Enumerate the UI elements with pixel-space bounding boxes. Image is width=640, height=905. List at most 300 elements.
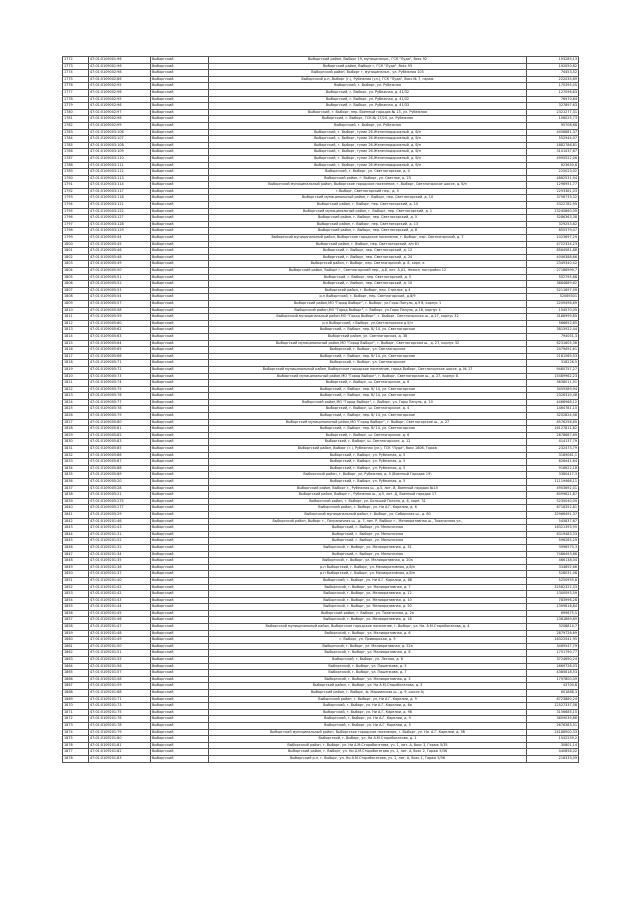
district-cell: Выборгский <box>151 742 209 749</box>
cadastral-number-cell: 47:01:0109005:277 <box>89 505 151 512</box>
table-row <box>63 624 579 631</box>
table-row <box>63 571 579 578</box>
cadastral-number-cell: 47:01:0109005:83 <box>89 439 151 446</box>
row-number-cell: 1791 <box>63 182 89 189</box>
value-cell: 106025,73 <box>527 116 579 123</box>
address-cell: Выборгский, г. Выборг, пер. Светлогорский, д. 12 <box>209 248 527 255</box>
table-row <box>63 657 579 664</box>
district-cell: Выборгский <box>151 281 209 288</box>
cadastral-number-cell: 47:01:0109201:36 <box>89 564 151 571</box>
cadastral-number-cell: 47:01:0109201:43 <box>89 597 151 604</box>
cadastral-number-cell: 47:01:0109201:48 <box>89 630 151 637</box>
value-cell: 1296951,77 <box>527 182 579 189</box>
district-cell: Выборгский <box>151 307 209 314</box>
cadastral-number-cell: 47:01:0109201:31 <box>89 531 151 538</box>
value-cell: 222035,89 <box>527 76 579 83</box>
row-number-cell: 1872 <box>63 716 89 723</box>
address-cell: р-н Выборгский, г.Выборг, ул.Светлогорская д.5/н <box>209 320 527 327</box>
address-cell: Выборгский район, Выборг (г.), Рубежная (ул.), ГСК "Луда", бокс 1806, Гараж <box>209 446 527 453</box>
address-cell: Выборгский, г. Выборг, ул. Мелиоративная, д. 6 <box>209 630 527 637</box>
table-row <box>63 544 579 551</box>
address-cell: Выборгский, г. Выборг, ул. Пашенкова, д. 7 <box>209 670 527 677</box>
address-cell: Выборгский район, г. Выборг, ф. Мариинская ш., д. 9, шоссе А/ <box>209 690 527 697</box>
district-cell: Выборгский <box>151 327 209 334</box>
row-number-cell: 1850 <box>63 571 89 578</box>
table-row <box>63 70 579 77</box>
table-row <box>63 426 579 433</box>
row-number-cell: 1834 <box>63 465 89 472</box>
district-cell: Выборгский <box>151 254 209 261</box>
cadastral-number-cell: 47:01:0109005:75 <box>89 386 151 393</box>
cadastral-number-cell: 47:01:0109005:62 <box>89 327 151 334</box>
table-row <box>63 610 579 617</box>
table-row <box>63 162 579 169</box>
row-number-cell: 1822 <box>63 386 89 393</box>
value-cell: 6716352,81 <box>527 505 579 512</box>
cadastral-number-cell: 47:01:0109201:47 <box>89 624 151 631</box>
value-cell: 414137,79 <box>527 439 579 446</box>
address-cell: Выборгский, г. Выборг, пер. б/ 14, ул. Светлогорское <box>209 426 527 433</box>
row-number-cell: 1826 <box>63 413 89 420</box>
row-number-cell: 1778 <box>63 96 89 103</box>
address-cell: Выборгский, г. Выборг, ш. Светлогорское, д. 6 <box>209 432 527 439</box>
row-number-cell: 1821 <box>63 380 89 387</box>
value-cell: 6231605,36 <box>527 340 579 347</box>
value-cell: 2669726,03 <box>527 663 579 670</box>
row-number-cell: 1830 <box>63 439 89 446</box>
value-cell: 3208814,7 <box>527 624 579 631</box>
cadastral-number-cell: 47:01:0109201:49 <box>89 637 151 644</box>
cadastral-number-cell: 47:01:0109201:76 <box>89 716 151 723</box>
cadastral-number-cell: 47:01:0109005:28 <box>89 485 151 492</box>
table-row <box>63 202 579 209</box>
district-cell: Выборгский <box>151 129 209 136</box>
address-cell: Выборгский, г. Выборг, ул. Мелиоративная, д. 10 <box>209 597 527 604</box>
address-cell: Выборгский, г. Выборг, ул. Ни А.Г. Карелии, д. 9 <box>209 716 527 723</box>
address-cell: Выборгский муниципальный район,МО "Город Выборг", г. Выборг, Светлогорская ш., д. 27, корпус 32 <box>209 340 527 347</box>
cadastral-number-cell: 47:01:0109005:275 <box>89 498 151 505</box>
cadastral-number-cell: 47:01:0109005:53 <box>89 287 151 294</box>
address-cell: Выборгский, г. Выборг, ГСК № 17/20, ул. Рубежная <box>209 116 527 123</box>
table-row <box>63 366 579 373</box>
district-cell: Выборгский <box>151 136 209 143</box>
cadastral-number-cell: 47:01:0109003:112 <box>89 169 151 176</box>
table-row <box>63 584 579 591</box>
row-number-cell: 1787 <box>63 155 89 162</box>
address-cell: Выборгский, г. Выборг, пер. Светлогорский, д. 5 <box>209 274 527 281</box>
value-cell: 1797800,09 <box>527 676 579 683</box>
table-row <box>63 57 579 64</box>
cadastral-number-cell: 47:01:0109003:127 <box>89 215 151 222</box>
address-cell: Выборгский район, Выборг г, муниципальн., ул. Рубежная 103 <box>209 70 527 77</box>
address-cell: Выборгский, г. Выборг, тупик 26-Железнодорожный, д. б/н <box>209 155 527 162</box>
value-cell: 4862531,94 <box>527 175 579 182</box>
cadastral-number-cell: 47:01:0109005:78 <box>89 406 151 413</box>
table-row <box>63 551 579 558</box>
district-cell: Выборгский <box>151 353 209 360</box>
address-cell: Выборгский район, г. Выборг, ул. Ни А.Г. Карелии, д. 6 <box>209 505 527 512</box>
address-cell: Выборгский, г. Выборг, ул. Рубежная, д. 5 <box>209 465 527 472</box>
district-cell: Выборгский <box>151 624 209 631</box>
district-cell: Выборгский <box>151 604 209 611</box>
table-row <box>63 439 579 446</box>
district-cell: Выборгский <box>151 755 209 762</box>
cadastral-number-cell: 47:01:0109005:89 <box>89 472 151 479</box>
table-row <box>63 690 579 697</box>
table-row <box>63 300 579 307</box>
district-cell: Выборгский <box>151 663 209 670</box>
row-number-cell: 1776 <box>63 83 89 90</box>
district-cell: Выборгский <box>151 722 209 729</box>
table-row <box>63 221 579 228</box>
address-cell: Выборгский муниципальный район,МО "Город Выборг", г. Выборг, Светлогорское ш., д. 27 <box>209 419 527 426</box>
value-cell: 3188999,85 <box>527 314 579 321</box>
district-cell: Выборгский <box>151 643 209 650</box>
district-cell: Выборгский <box>151 399 209 406</box>
row-number-cell: 1790 <box>63 175 89 182</box>
cadastral-number-cell: 47:01:0109003:113 <box>89 175 151 182</box>
value-cell: 3189061,1 <box>527 452 579 459</box>
district-cell: Выборгский <box>151 96 209 103</box>
district-cell: Выборгский <box>151 709 209 716</box>
value-cell: 5322782,95 <box>527 202 579 209</box>
district-cell: Выборгский <box>151 413 209 420</box>
row-number-cell: 1814 <box>63 333 89 340</box>
district-cell: Выборгский <box>151 485 209 492</box>
address-cell: Выборгский район, г. Выборг, пер. Светлогорский, д. 10 <box>209 202 527 209</box>
district-cell: Выборгский <box>151 182 209 189</box>
row-number-cell: 1867 <box>63 683 89 690</box>
address-cell: Выборгский район, Выборг г, ГСК "Луда", бокс 93 <box>209 63 527 70</box>
address-cell: Выборгский, г. Выборг, пер. б/ 14, ул. Светлогорское <box>209 327 527 334</box>
row-number-cell: 1866 <box>63 676 89 683</box>
district-cell: Выборгский <box>151 426 209 433</box>
district-cell: Выборгский <box>151 406 209 413</box>
cadastral-number-cell: 47:01:0109201:46 <box>89 518 151 525</box>
row-number-cell: 1837 <box>63 485 89 492</box>
address-cell: Выборгский, г. Выборг, тупик 26-Железнодорожный, д. б/н <box>209 162 527 169</box>
value-cell: 3469547,79 <box>527 643 579 650</box>
address-cell: Выборгский, г. Выборг, ул. Мельничная <box>209 531 527 538</box>
address-cell: Выборгский район,МО "Город Выборг", г. Выборг, ул. Горы Папуль, д. 10 <box>209 399 527 406</box>
cadastral-number-cell: 47:01:0109201:80 <box>89 736 151 743</box>
district-cell: Выборгский <box>151 650 209 657</box>
value-cell: 192050,62 <box>527 63 579 70</box>
address-cell: Выборгский, г. Выборг, ул. Рубежная, д. 41/33 <box>209 103 527 110</box>
cadastral-number-cell: 47:01:0109201:35 <box>89 558 151 565</box>
table-row <box>63 703 579 710</box>
cadastral-number-cell: 47:01:0109005:63 <box>89 333 151 340</box>
cadastral-number-cell: 47:01:0109005:81 <box>89 426 151 433</box>
value-cell: 3101037,67 <box>527 149 579 156</box>
cadastral-number-cell: 47:01:0109201:75 <box>89 709 151 716</box>
address-cell: Выборгский, г. Выборг, пер. б/ 14, ул. Светлогорское <box>209 386 527 393</box>
table-row <box>63 89 579 96</box>
value-cell: 1399816,84 <box>527 604 579 611</box>
district-cell: Выборгский <box>151 498 209 505</box>
cadastral-number-cell: 47:01:0109005:88 <box>89 465 151 472</box>
address-cell: Выборгский, г. Выборг, ул. Рубежная <box>209 83 527 90</box>
row-number-cell: 1809 <box>63 300 89 307</box>
cadastral-number-cell: 47:01:0109003:122 <box>89 208 151 215</box>
table-row <box>63 268 579 275</box>
row-number-cell: 1874 <box>63 729 89 736</box>
cadastral-number-cell: 47:01:0109201:43 <box>89 525 151 532</box>
cadastral-number-cell: 47:01:0109003:109 <box>89 149 151 156</box>
district-cell: Выборгский <box>151 261 209 268</box>
address-cell: Выборгский, г. Выборг, ул. Мелиоративная, д. 7 <box>209 584 527 591</box>
district-cell: Выборгский <box>151 241 209 248</box>
value-cell: 1023697,29 <box>527 235 579 242</box>
row-number-cell: 1797 <box>63 221 89 228</box>
district-cell: Выборгский <box>151 393 209 400</box>
cadastral-number-cell: 47:01:0109003:128 <box>89 221 151 228</box>
row-number-cell: 1803 <box>63 261 89 268</box>
value-cell: 601888,3 <box>527 690 579 697</box>
table-row <box>63 637 579 644</box>
address-cell: Выборгский район, г. Выборг, ул. Ни А.Г. Карелии, д. 9 <box>209 696 527 703</box>
value-cell: 528031,08 <box>527 571 579 578</box>
cadastral-number-cell: 47:01:0109005:72 <box>89 366 151 373</box>
address-cell: Выборгский, г. Выборг, ул. Ни А.Г. Карелии, д. 6а <box>209 703 527 710</box>
table-row <box>63 248 579 255</box>
cadastral-number-cell: 47:01:0109002:96 <box>89 103 151 110</box>
cadastral-number-cell: 47:01:0109201:56 <box>89 663 151 670</box>
address-cell: Выборгский, г. Выборг, ул. Мелиоративная, д. 20 <box>209 604 527 611</box>
table-row <box>63 235 579 242</box>
district-cell: Выборгский <box>151 716 209 723</box>
address-cell: Выборгский, г. Выборг, ул. Мелиоративная, д. 31 <box>209 544 527 551</box>
district-cell: Выборгский <box>151 274 209 281</box>
cadastral-number-cell: 47:01:0109201:46 <box>89 617 151 624</box>
row-number-cell: 1811 <box>63 314 89 321</box>
value-cell: 4456881,37 <box>527 129 579 136</box>
row-number-cell: 1853 <box>63 591 89 598</box>
district-cell: Выборгский <box>151 518 209 525</box>
table-row <box>63 722 579 729</box>
value-cell: 218333,09 <box>527 755 579 762</box>
district-cell: Выборгский <box>151 551 209 558</box>
district-cell: Выборгский <box>151 228 209 235</box>
value-cell: 3756733,32 <box>527 195 579 202</box>
cadastral-number-cell: 47:01:0109005:29 <box>89 511 151 518</box>
address-cell: Выборгский район, Выборг г., Рубежная ш., д.5, лит. И, Военный городок №15 <box>209 485 527 492</box>
cadastral-number-cell: 47:01:0109002:99 <box>89 122 151 129</box>
row-number-cell: 1836 <box>63 479 89 486</box>
value-cell: 566652,65 <box>527 320 579 327</box>
row-number-cell: 1877 <box>63 749 89 756</box>
row-number-cell: 1838 <box>63 492 89 499</box>
cadastral-number-cell: 47:01:0109001:96 <box>89 63 151 70</box>
table-row <box>63 498 579 505</box>
table-row <box>63 406 579 413</box>
district-cell: Выборгский <box>151 610 209 617</box>
address-cell: Выборгский, г. Выборг, пер. б/ 14, ул. Светлогорское <box>209 393 527 400</box>
district-cell: Выборгский <box>151 268 209 275</box>
table-row <box>63 208 579 215</box>
value-cell: 1701790,77 <box>527 650 579 657</box>
row-number-cell: 1869 <box>63 696 89 703</box>
district-cell: Выборгский <box>151 287 209 294</box>
cadastral-number-cell: 47:01:0109005:65 <box>89 347 151 354</box>
row-number-cell: 1842 <box>63 518 89 525</box>
address-cell: р-н Выборгский, г. Выборг, ул. Мелиоративная, д.б/н <box>209 571 527 578</box>
table-row <box>63 729 579 736</box>
value-cell: 596285,29 <box>527 538 579 545</box>
district-cell: Выборгский <box>151 373 209 380</box>
value-cell: 9485757,27 <box>527 366 579 373</box>
cadastral-number-cell: 47:01:0109005:60 <box>89 320 151 327</box>
table-row <box>63 604 579 611</box>
table-row <box>63 399 579 406</box>
address-cell: Выборгский район,МО "Город Выборг", г. Выборг, ул.Горы Папуль, д.9 б, корпус 1 <box>209 300 527 307</box>
address-cell: Выборгский муниципальный район, г. Выборг, пер. Светлогорский, д. 1 <box>209 208 527 215</box>
table-row <box>63 492 579 499</box>
table-row <box>63 294 579 301</box>
value-cell: 2326319,48 <box>527 393 579 400</box>
address-cell: Выборгский, г. Выборг, ул. Мелиоративная, д. 20а <box>209 558 527 565</box>
district-cell: Выборгский <box>151 525 209 532</box>
cadastral-number-cell: 47:01:0109002:98 <box>89 70 151 77</box>
value-cell: 27186999,7 <box>527 268 579 275</box>
registry-table-body <box>63 57 579 763</box>
value-cell: 794051,3 <box>527 333 579 340</box>
row-number-cell: 1827 <box>63 419 89 426</box>
district-cell: Выборгский <box>151 221 209 228</box>
address-cell: Выборгский, г. Выборг, пер. Военный городок № 15, ул. Рубежная <box>209 109 527 116</box>
row-number-cell: 1810 <box>63 307 89 314</box>
table-row <box>63 591 579 598</box>
table-row <box>63 340 579 347</box>
value-cell: 855379,07 <box>527 228 579 235</box>
table-row <box>63 373 579 380</box>
cadastral-number-cell: 47:01:0109005:66 <box>89 353 151 360</box>
table-row <box>63 320 579 327</box>
cadastral-number-cell: 47:01:0109003:107 <box>89 136 151 143</box>
value-cell: 95708,68 <box>527 122 579 129</box>
cadastral-number-cell: 47:01:0109005:79 <box>89 413 151 420</box>
value-cell: 11119466,11 <box>527 479 579 486</box>
cadastral-number-cell: 47:01:0109005:21 <box>89 492 151 499</box>
cadastral-number-cell: 47:01:0109005:44 <box>89 235 151 242</box>
value-cell: 3724690,24 <box>527 657 579 664</box>
table-row <box>63 109 579 116</box>
row-number-cell: 1816 <box>63 347 89 354</box>
value-cell: 5235040,09 <box>527 498 579 505</box>
value-cell: 327897,63 <box>527 103 579 110</box>
value-cell: 8576256,65 <box>527 419 579 426</box>
value-cell: 12527337,08 <box>527 703 579 710</box>
cadastral-number-cell: 47:01:0109201:37 <box>89 571 151 578</box>
district-cell: Выборгский <box>151 538 209 545</box>
table-row <box>63 597 579 604</box>
address-cell: Выборгский район, Выборг г., Рубежная ш., д.5, лит. Д, Военный городок 17 <box>209 492 527 499</box>
cadastral-number-cell: 47:01:0109003:108 <box>89 142 151 149</box>
district-cell: Выборгский <box>151 630 209 637</box>
district-cell: Выборгский <box>151 83 209 90</box>
address-cell: Выборгский район, г. Выборг, пер. Стрелок, д.4 <box>209 287 527 294</box>
row-number-cell: 1774 <box>63 70 89 77</box>
address-cell: Выборгский, г. Выборг, ш. Светлогорское, д. 12 <box>209 439 527 446</box>
table-row <box>63 472 579 479</box>
value-cell: 4385818,53 <box>527 670 579 677</box>
table-row <box>63 696 579 703</box>
district-cell: Выборгский <box>151 459 209 466</box>
address-cell: Выборгский, г. Выборг, ул. Мелиоративная, д. 12 <box>209 591 527 598</box>
value-cell: 154570,05 <box>527 307 579 314</box>
row-number-cell: 1784 <box>63 136 89 143</box>
address-cell: Выборгский муниципальный район,МО "Город Выборг", г. Выборг, Светлогорская ш., д.27, корпус 32 <box>209 314 527 321</box>
district-cell: Выборгский <box>151 446 209 453</box>
district-cell: Выборгский <box>151 511 209 518</box>
value-cell: 3380417,3 <box>527 472 579 479</box>
cadastral-number-cell: 47:01:0109201:71 <box>89 696 151 703</box>
district-cell: Выборгский <box>151 300 209 307</box>
table-row <box>63 149 579 156</box>
table-row <box>63 459 579 466</box>
address-cell: Выборгский, г. Выборг, ул. Рубежная, д. 5 <box>209 459 527 466</box>
cadastral-number-cell: 47:01:0109002:95 <box>89 96 151 103</box>
cadastral-number-cell: 47:01:0109005:74 <box>89 380 151 387</box>
cadastral-number-cell: 47:01:0109005:57 <box>89 300 151 307</box>
value-cell: 2161569,53 <box>527 353 579 360</box>
district-cell: Выборгский <box>151 465 209 472</box>
value-cell: 3202824,08 <box>527 413 579 420</box>
cadastral-number-cell: 47:01:0109201:83 <box>89 755 151 762</box>
cadastral-number-cell: 47:01:0109003:118 <box>89 195 151 202</box>
table-row <box>63 465 579 472</box>
table-row <box>63 505 579 512</box>
district-cell: Выборгский <box>151 294 209 301</box>
district-cell: Выборгский <box>151 70 209 77</box>
value-cell: 16321393,95 <box>527 525 579 532</box>
row-number-cell: 1792 <box>63 188 89 195</box>
cadastral-number-cell: 47:01:0109005:71 <box>89 360 151 367</box>
cadastral-number-cell: 47:01:0109201:58 <box>89 676 151 683</box>
address-cell: г. Выборг, ул. Приморская, д. 9 <box>209 637 527 644</box>
cadastral-number-cell: 47:01:0109002:96 <box>89 89 151 96</box>
table-row <box>63 617 579 624</box>
address-cell: Выборгский, г. Выборг, ул. Мельничная <box>209 525 527 532</box>
value-cell: 7486493,86 <box>527 551 579 558</box>
district-cell: Выборгский <box>151 380 209 387</box>
address-cell: Выборгский район, г. Выборг, ул. Рубежная, д. 5 (Военный Городок 19) <box>209 472 527 479</box>
value-cell: 440858,02 <box>527 749 579 756</box>
table-row <box>63 129 579 136</box>
row-number-cell: 1873 <box>63 722 89 729</box>
table-row <box>63 254 579 261</box>
table-row <box>63 749 579 756</box>
address-cell: Выборгский район, г. Выборг, ул. Светлое, д. 23 <box>209 175 527 182</box>
address-cell: Выборгский муниципальный район,МО "Город Выборг", г. Выборг, Светлогорское ш., д. 27, корпус 8 <box>209 373 527 380</box>
district-cell: Выборгский <box>151 195 209 202</box>
address-cell: Выборгский, г. Выборг, ул. Ни А.Г. Карелии, д. 9б <box>209 709 527 716</box>
district-cell: Выборгский <box>151 347 209 354</box>
address-cell: Выборгский, г. Выборг, ул. Мелиоративная, д. 3 <box>209 676 527 683</box>
row-number-cell: 1878 <box>63 755 89 762</box>
address-cell: Выборгский, г. Выборг, ул. Мелиоративная, д. 8 <box>209 650 527 657</box>
district-cell: Выборгский <box>151 333 209 340</box>
value-cell: 16127811,82 <box>527 426 579 433</box>
row-number-cell: 1862 <box>63 650 89 657</box>
registry-table <box>62 56 579 763</box>
address-cell: Выборгский район, г. Выборг, ул. Тиханочная, д. 2а <box>209 610 527 617</box>
row-number-cell: 1875 <box>63 736 89 743</box>
table-row <box>63 116 579 123</box>
table-row <box>63 742 579 749</box>
address-cell: Выборгский муниципальный район, Выборгское городское поселение, г. Выборг, ул. Ни. А.Г. Карелии, д. 5б <box>209 729 527 736</box>
address-cell: Выборгский муниципальный район, Выборгское городское поселение, г. Выборг, Светлогорское шоссе, д. б/н <box>209 182 527 189</box>
